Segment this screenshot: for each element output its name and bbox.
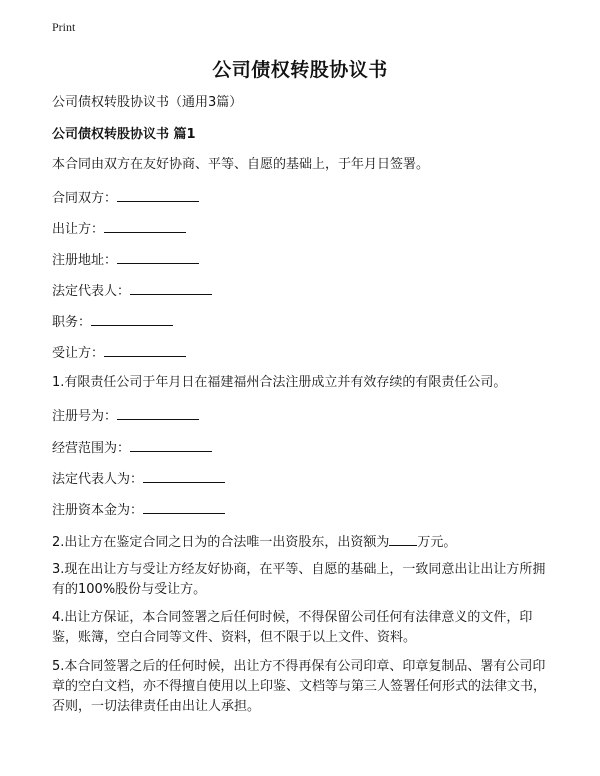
clause-1: 1.有限责任公司于年月日在福建福州合法注册成立并有效存续的有限责任公司。 <box>52 375 507 390</box>
field-contract-parties <box>52 189 199 207</box>
clause-4: 4.出让方保证，本合同签署之后任何时候，不得保留公司任何有法律意义的文件，印鉴，账簿，空白合同等文件、资料，但不限于以上文件、资料。 <box>52 610 533 645</box>
intro-paragraph: 本合同由双方在友好协商、平等、自愿的基础上，于年月日签署。 <box>52 157 430 172</box>
blank-line <box>91 313 173 326</box>
blank-line <box>117 251 199 264</box>
blank-line <box>117 407 199 420</box>
field-registered-capital <box>52 501 225 519</box>
clause-3: 3.现在出让方与受让方经友好协商，在平等、自愿的基础上，一致同意出让出让方所拥有的100%股份与受让方。 <box>52 562 546 597</box>
blank-line <box>389 533 417 546</box>
field-label: 注册号为： <box>52 409 118 424</box>
clause-5: 5.本合同签署之后的任何时候，出让方不得再保有公司印章、印章复制品、署有公司印章的空白文档，亦不得擅自使用以上印鉴、文档等与第三人签署任何形式的法律文书，否则，一切法律责任由出让人承担。 <box>52 659 547 714</box>
print-label: Print <box>52 20 76 34</box>
blank-line <box>130 282 212 295</box>
field-label: 法定代表人： <box>52 284 131 299</box>
blank-line <box>104 220 186 233</box>
blank-line <box>143 470 225 483</box>
field-label: 注册资本金为： <box>52 503 144 518</box>
field-label: 法定代表人为： <box>52 472 144 487</box>
field-business-scope <box>52 439 212 457</box>
field-transferor <box>52 220 186 238</box>
field-label: 经营范围为： <box>52 441 131 456</box>
field-label: 职务： <box>52 315 92 330</box>
blank-line <box>117 189 199 202</box>
blank-line <box>130 439 212 452</box>
section-heading: 公司债权转股协议书 篇1 <box>52 127 196 142</box>
document-title: 公司债权转股协议书 <box>212 59 388 81</box>
clause-2-unit: 万元。 <box>417 535 457 550</box>
field-label: 受让方： <box>52 346 105 361</box>
field-legal-representative <box>52 282 212 300</box>
blank-line <box>104 344 186 357</box>
field-legal-representative-company <box>52 470 225 488</box>
field-label: 合同双方： <box>52 191 118 206</box>
blank-line <box>143 501 225 514</box>
field-registration-number <box>52 407 199 425</box>
clause-2 <box>52 533 456 551</box>
field-label: 出让方： <box>52 222 105 237</box>
field-position <box>52 313 173 331</box>
clause-2-text: 2.出让方在鉴定合同之日为的合法唯一出资股东，出资额为 <box>52 535 390 550</box>
field-label: 注册地址： <box>52 253 118 268</box>
field-transferee <box>52 344 186 362</box>
document-subtitle: 公司债权转股协议书（通用3篇） <box>52 95 243 110</box>
field-registered-address <box>52 251 199 269</box>
